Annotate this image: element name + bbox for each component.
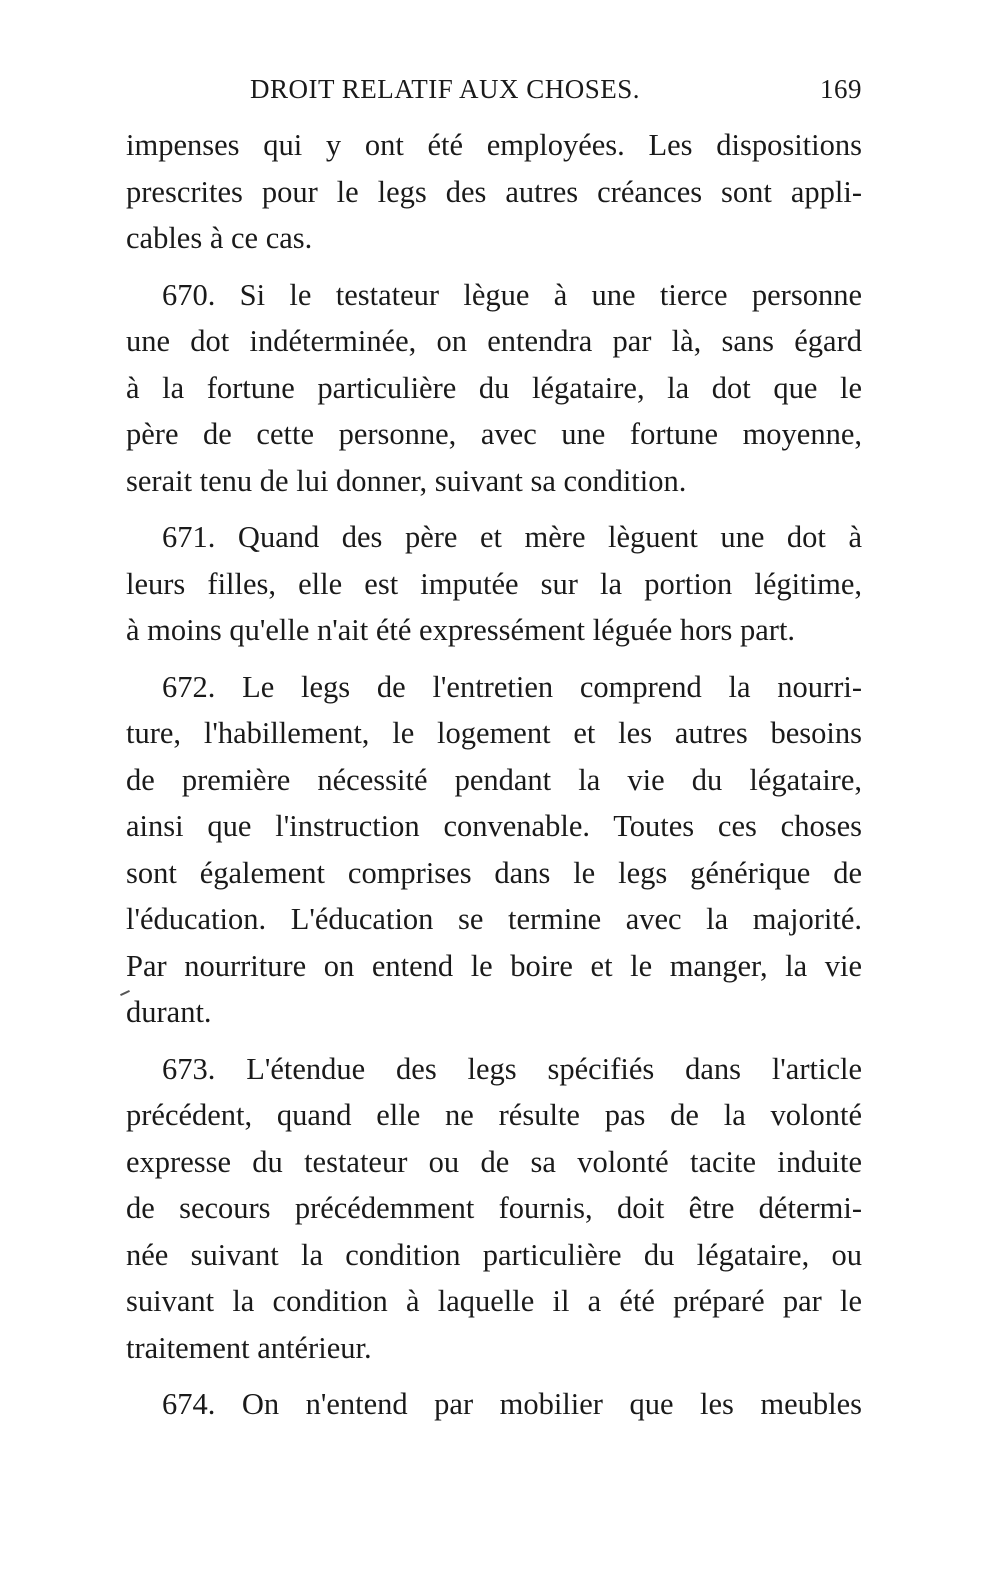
text-line: ture, l'habillement, le logement et les autres besoins [126,716,862,750]
text-line: cables à ce cas. [126,221,313,255]
text-line: de secours précédemment fournis, doit être détermi- [126,1191,862,1225]
text-line: impenses qui y ont été employées. Les dispositions [126,128,862,162]
text-line: à la fortune particulière du légataire, la dot que le [126,370,862,405]
text-line: 672. Le legs de l'entretien comprend la nourri- [162,669,862,704]
article-672 [126,664,862,1036]
text-line: expresse du testateur ou de sa volonté tacite induite [126,1144,862,1179]
text-line: précédent, quand elle ne résulte pas de la volonté [126,1098,862,1132]
running-head [250,74,862,114]
text-line: l'éducation. L'éducation se termine avec la majorité. [126,902,862,936]
text-line: leurs filles, elle est imputée sur la portion légitime, [126,566,862,601]
text-line: 673. L'étendue des legs spécifiés dans l'article [162,1051,862,1086]
article-670 [126,272,862,505]
text-line: de première nécessité pendant la vie du légataire, [126,762,862,797]
text-line: suivant la condition à laquelle il a été préparé par le [126,1284,862,1318]
text-line: père de cette personne, avec une fortune moyenne, [126,417,862,451]
text-line: une dot indéterminée, on entendra par là, sans égard [126,324,862,358]
text-line: à moins qu'elle n'ait été expressément léguée hors part. [126,613,796,647]
article-671 [126,514,862,654]
running-title: DROIT RELATIF AUX CHOSES. [250,74,641,104]
text-line: traitement antérieur. [126,1330,372,1365]
text-line: 670. Si le testateur lègue à une tierce personne [162,277,862,312]
body-text [126,122,862,1438]
text-line: ainsi que l'instruction convenable. Toutes ces choses [126,809,862,843]
text-line: durant. [126,995,212,1029]
page-number: 169 [820,74,862,104]
text-line: prescrites pour le legs des autres créances sont appli- [126,174,862,209]
article-673 [126,1046,862,1372]
text-line: serait tenu de lui donner, suivant sa condition. [126,463,687,498]
text-line: sont également comprises dans le legs générique de [126,855,862,890]
paragraph-continued [126,122,862,262]
text-line: Par nourriture on entend le boire et le manger, la vie [126,948,862,983]
text-line: 671. Quand des père et mère lèguent une dot à [162,520,862,554]
text-line: 674. On n'entend par mobilier que les meubles [162,1387,862,1421]
text-line: née suivant la condition particulière du légataire, ou [126,1237,862,1272]
article-674 [126,1381,862,1428]
